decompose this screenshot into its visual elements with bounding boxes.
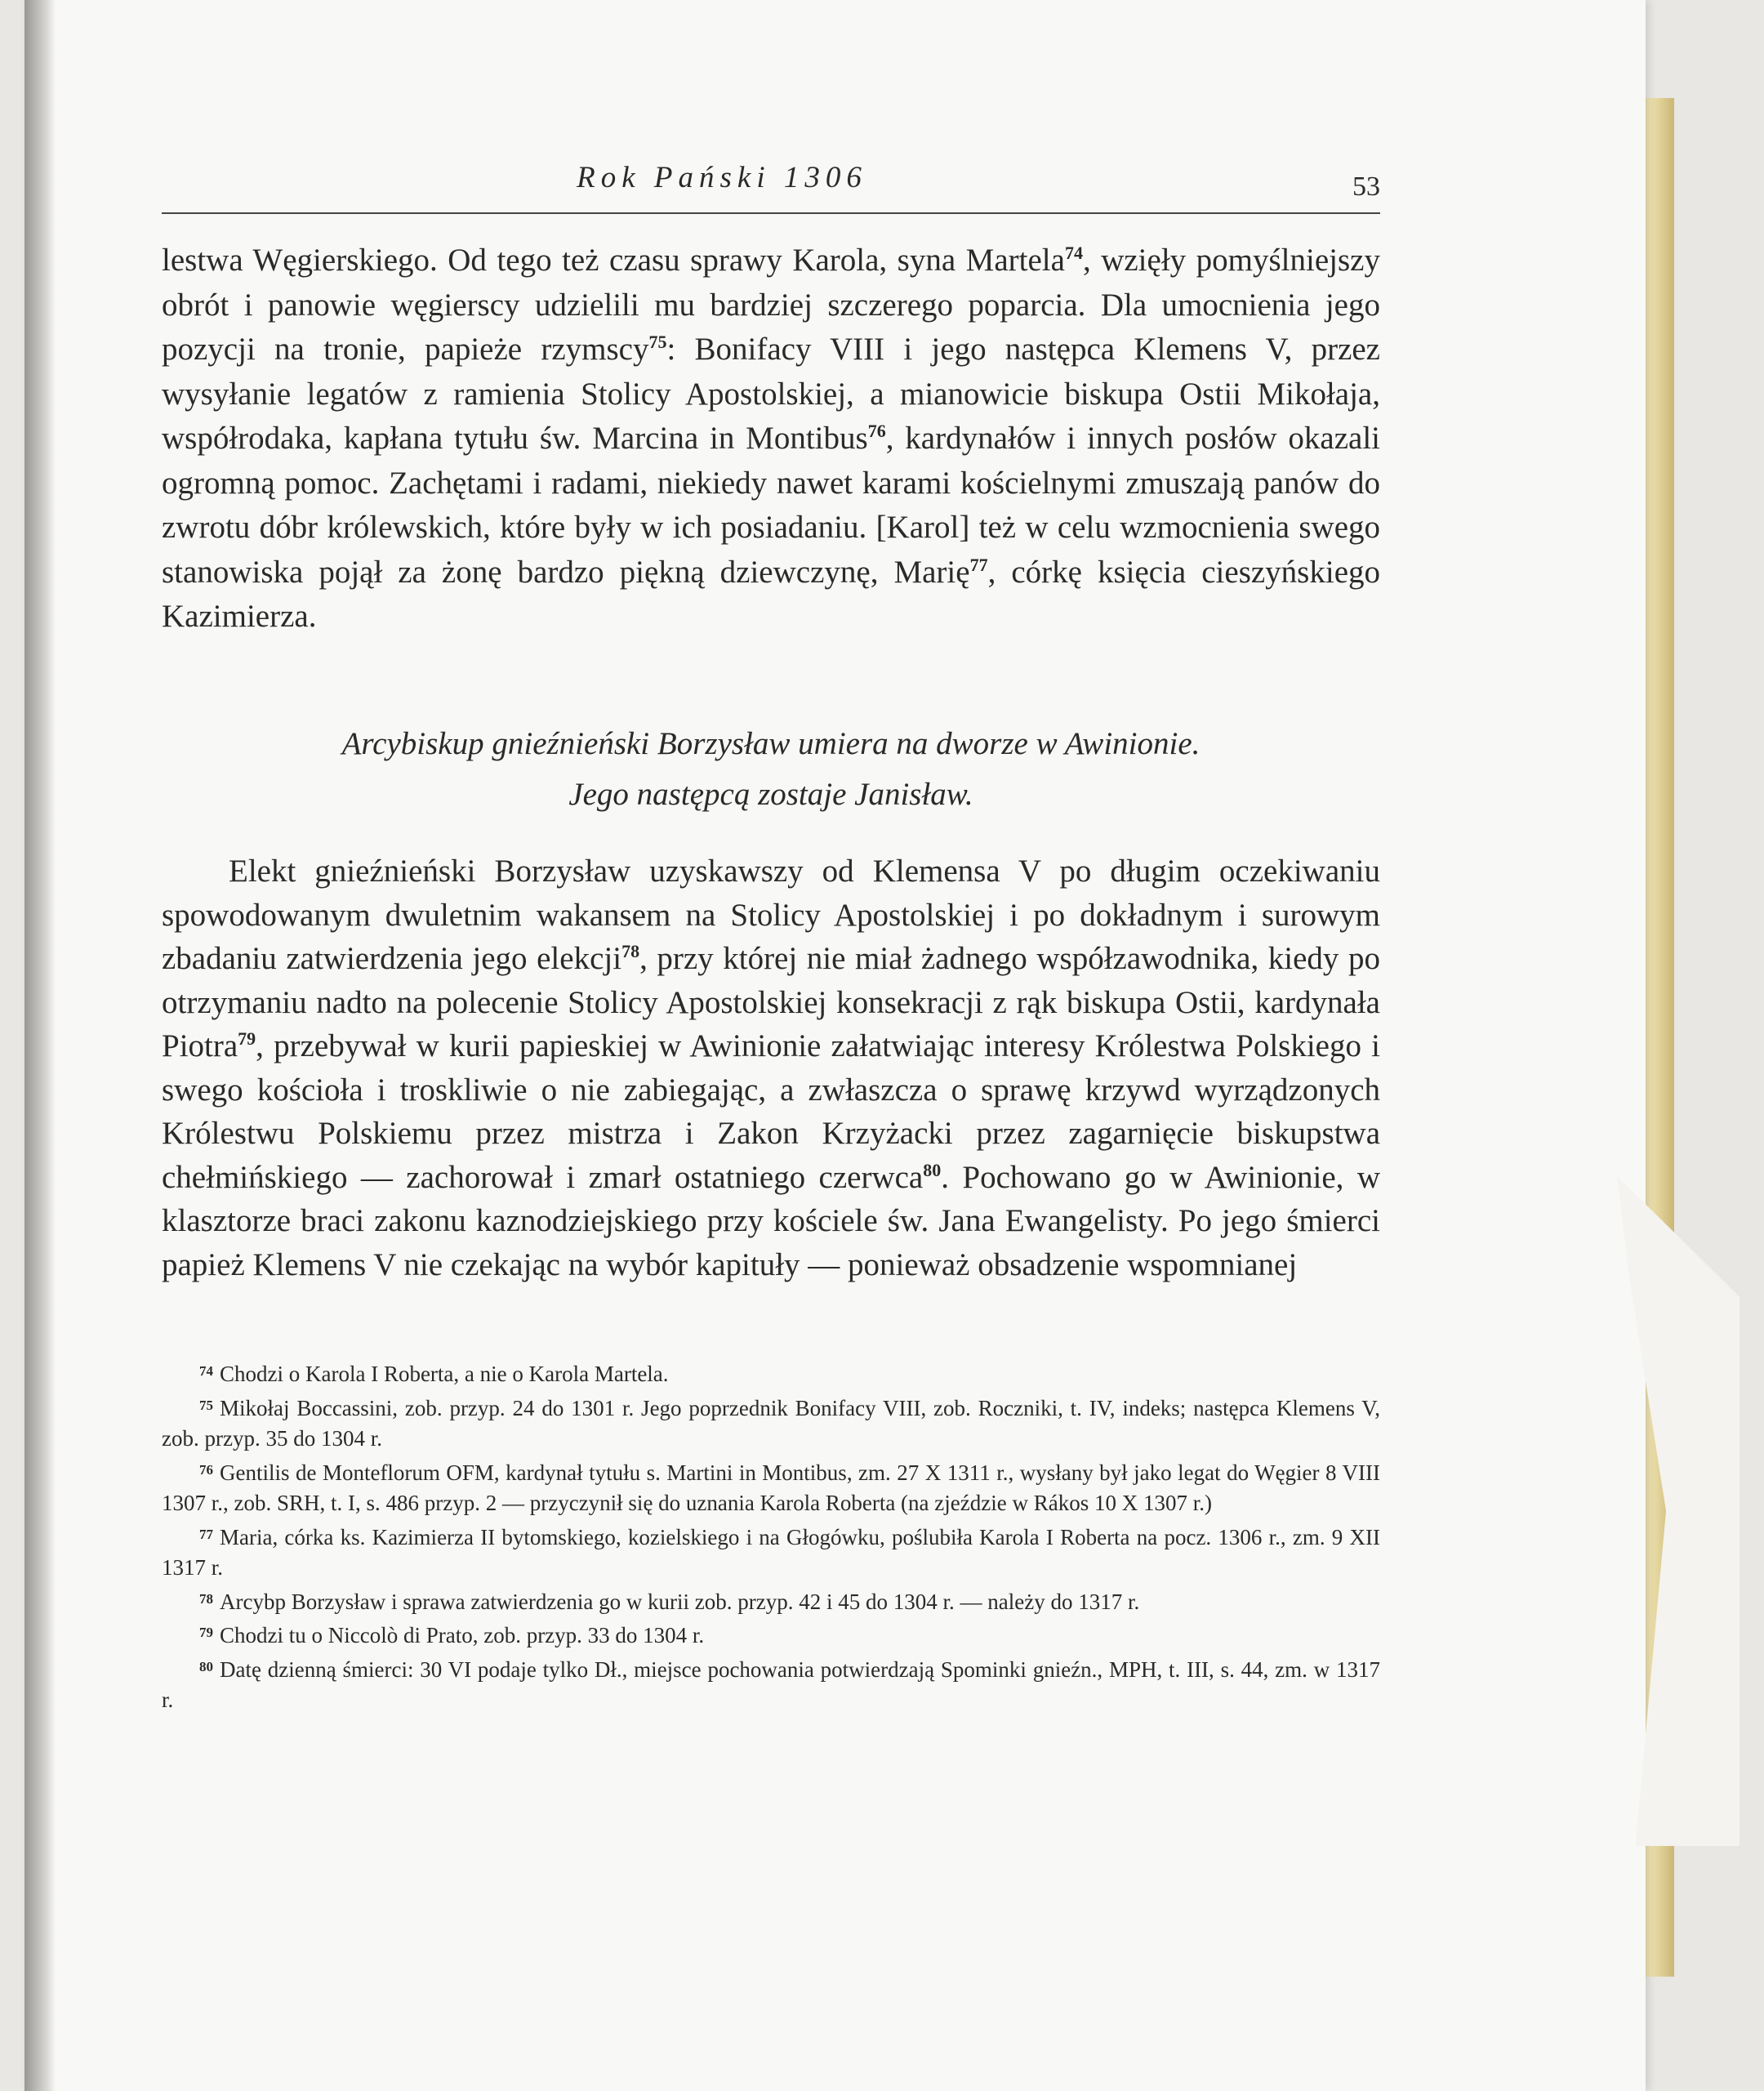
torn-page-corner bbox=[1617, 1176, 1740, 1846]
page-number: 53 bbox=[1352, 172, 1380, 202]
text-run: , kardynałów i innych posłów okazali ogromną pomoc. Zachętami i radami, niekiedy nawet karami kościelnymi zmuszają panów do zwrotu dóbr królewskich, które były w ich posiadaniu. [Karol] też w celu wzmocnienia swego stanowiska pojął za żonę bardzo piękną dziewczynę, Marię bbox=[162, 421, 1380, 590]
footnote bbox=[162, 1390, 1380, 1455]
running-title: Rok Pański 1306 bbox=[577, 161, 867, 194]
footnote-number: 77 bbox=[199, 1526, 213, 1542]
footnote-text: Mikołaj Boccassini, zob. przyp. 24 do 1301 r. Jego poprzednik Bonifacy VIII, zob. Roczniki, t. IV, indeks; następca Klemens V, zob. przyp. 35 do 1304 r. bbox=[162, 1395, 1380, 1451]
text-run: . Pochowano go w Awinionie, w klasztorze braci zakonu kaznodziejskiego przy kościele św. Jana Ewangelisty. Po jego śmierci papież Klemens V nie czekając na wybór kapituły — ponieważ obsadzenie wspomnianej bbox=[162, 1159, 1381, 1282]
gutter-shadow bbox=[24, 0, 56, 2091]
footnote-number: 78 bbox=[199, 1590, 213, 1607]
text-run: Elekt gnieźnieński Borzysław uzyskawszy od Klemensa V po długim oczekiwaniu spowodowanym dwuletnim wakansem na Stolicy Apostolskiej i po dokładnym i surowym zbadaniu zatwierdzenia jego elekcji bbox=[162, 854, 1380, 976]
footnote bbox=[162, 1617, 1380, 1652]
footnote-ref: 79 bbox=[238, 1028, 256, 1049]
book-page bbox=[24, 0, 1646, 2091]
text-run: lestwa Węgierskiego. Od tego też czasu sprawy Karola, syna Martela bbox=[162, 243, 1065, 278]
footnote bbox=[162, 1652, 1380, 1716]
text-run: , wzięły pomyślniejszy obrót i panowie węgierscy udzielili mu bardziej szczerego poparcia. Dla umocnienia jego pozycji na tronie, papieże rzymscy bbox=[162, 243, 1380, 367]
footnote-number: 79 bbox=[199, 1625, 213, 1640]
text-run: , przy której nie miał żadnego współzawodnika, kiedy po otrzymaniu nadto na polecenie Stolicy Apostolskiej konsekracji z rąk biskupa Ostii, kardynała Piotra bbox=[162, 941, 1380, 1063]
footnote-ref: 77 bbox=[969, 554, 988, 575]
footnote-text: Gentilis de Monteflorum OFM, kardynał tytułu s. Martini in Montibus, zm. 27 X 1311 r., wysłany był jako legat do Węgier 8 VIII 1307 r., zob. SRH, t. I, s. 486 przyp. 2 — przyczynił się do uznania Karola Roberta (na zjeździe w Rákos 10 X 1307 r.) bbox=[162, 1460, 1380, 1515]
footnote-ref: 75 bbox=[648, 332, 667, 352]
footnote-number: 75 bbox=[199, 1397, 213, 1413]
footnote-ref: 78 bbox=[621, 941, 640, 961]
footnote-number: 76 bbox=[199, 1461, 213, 1478]
footnote bbox=[162, 1584, 1380, 1618]
footnote-text: Arcybp Borzysław i sprawa zatwierdzenia go w kurii zob. przyp. 42 i 45 do 1304 r. — należy do 1317 r. bbox=[220, 1589, 1140, 1614]
heading-line-2: Jego następcą zostaje Janisław. bbox=[568, 777, 973, 812]
footnote-number: 80 bbox=[199, 1658, 213, 1674]
footnote-text: Chodzi tu o Niccolò di Prato, zob. przyp. 33 do 1304 r. bbox=[220, 1623, 705, 1647]
footnote-text: Chodzi o Karola I Roberta, a nie o Karola Martela. bbox=[220, 1362, 669, 1386]
footnote bbox=[162, 1519, 1380, 1584]
paragraph-2 bbox=[162, 849, 1380, 1286]
page-header bbox=[162, 155, 1380, 214]
text-run: , córkę księcia cieszyńskiego Kazimierza. bbox=[162, 554, 1381, 634]
footnote-ref: 74 bbox=[1064, 243, 1083, 263]
text-run: , przebywał w kurii papieskiej w Awinionie załatwiając interesy Królestwa Polskiego i swego kościoła i troskliwie o nie zabiegając, a zwłaszcza o sprawę krzywd wyrządzonych Królestwu Polskiemu przez mistrza i Zakon Krzyżacki przez zagarnięcie biskupstwa chełmińskiego — zachorował i zmarł ostatniego czerwca bbox=[162, 1028, 1380, 1195]
text-run: : Bonifacy VIII i jego następca Klemens V, przez wysyłanie legatów z ramienia Stolicy Apostolskiej, a mianowicie biskupa Ostii Mikołaja, współrodaka, kapłana tytułu św. Marcina in Montibus bbox=[162, 332, 1380, 456]
footnote-ref: 80 bbox=[923, 1159, 942, 1180]
footnote bbox=[162, 1356, 1380, 1390]
heading-line-1: Arcybiskup gnieźnieński Borzysław umiera na dworze w Awinionie. bbox=[341, 726, 1200, 761]
footnote-text: Datę dzienną śmierci: 30 VI podaje tylko Dł., miejsce pochowania potwierdzają Spominki gnieźn., MPH, t. III, s. 44, zm. w 1317 r. bbox=[162, 1656, 1380, 1712]
footnote-number: 74 bbox=[199, 1363, 213, 1379]
paragraph-1 bbox=[162, 239, 1380, 640]
section-heading bbox=[162, 719, 1380, 820]
footnotes bbox=[162, 1356, 1380, 1716]
footnote-text: Maria, córka ks. Kazimierza II bytomskiego, kozielskiego i na Głogówku, poślubiła Karola I Roberta na pocz. 1306 r., zm. 9 XII 1317 r. bbox=[162, 1524, 1380, 1580]
footnote-ref: 76 bbox=[867, 421, 886, 441]
footnote bbox=[162, 1455, 1380, 1519]
